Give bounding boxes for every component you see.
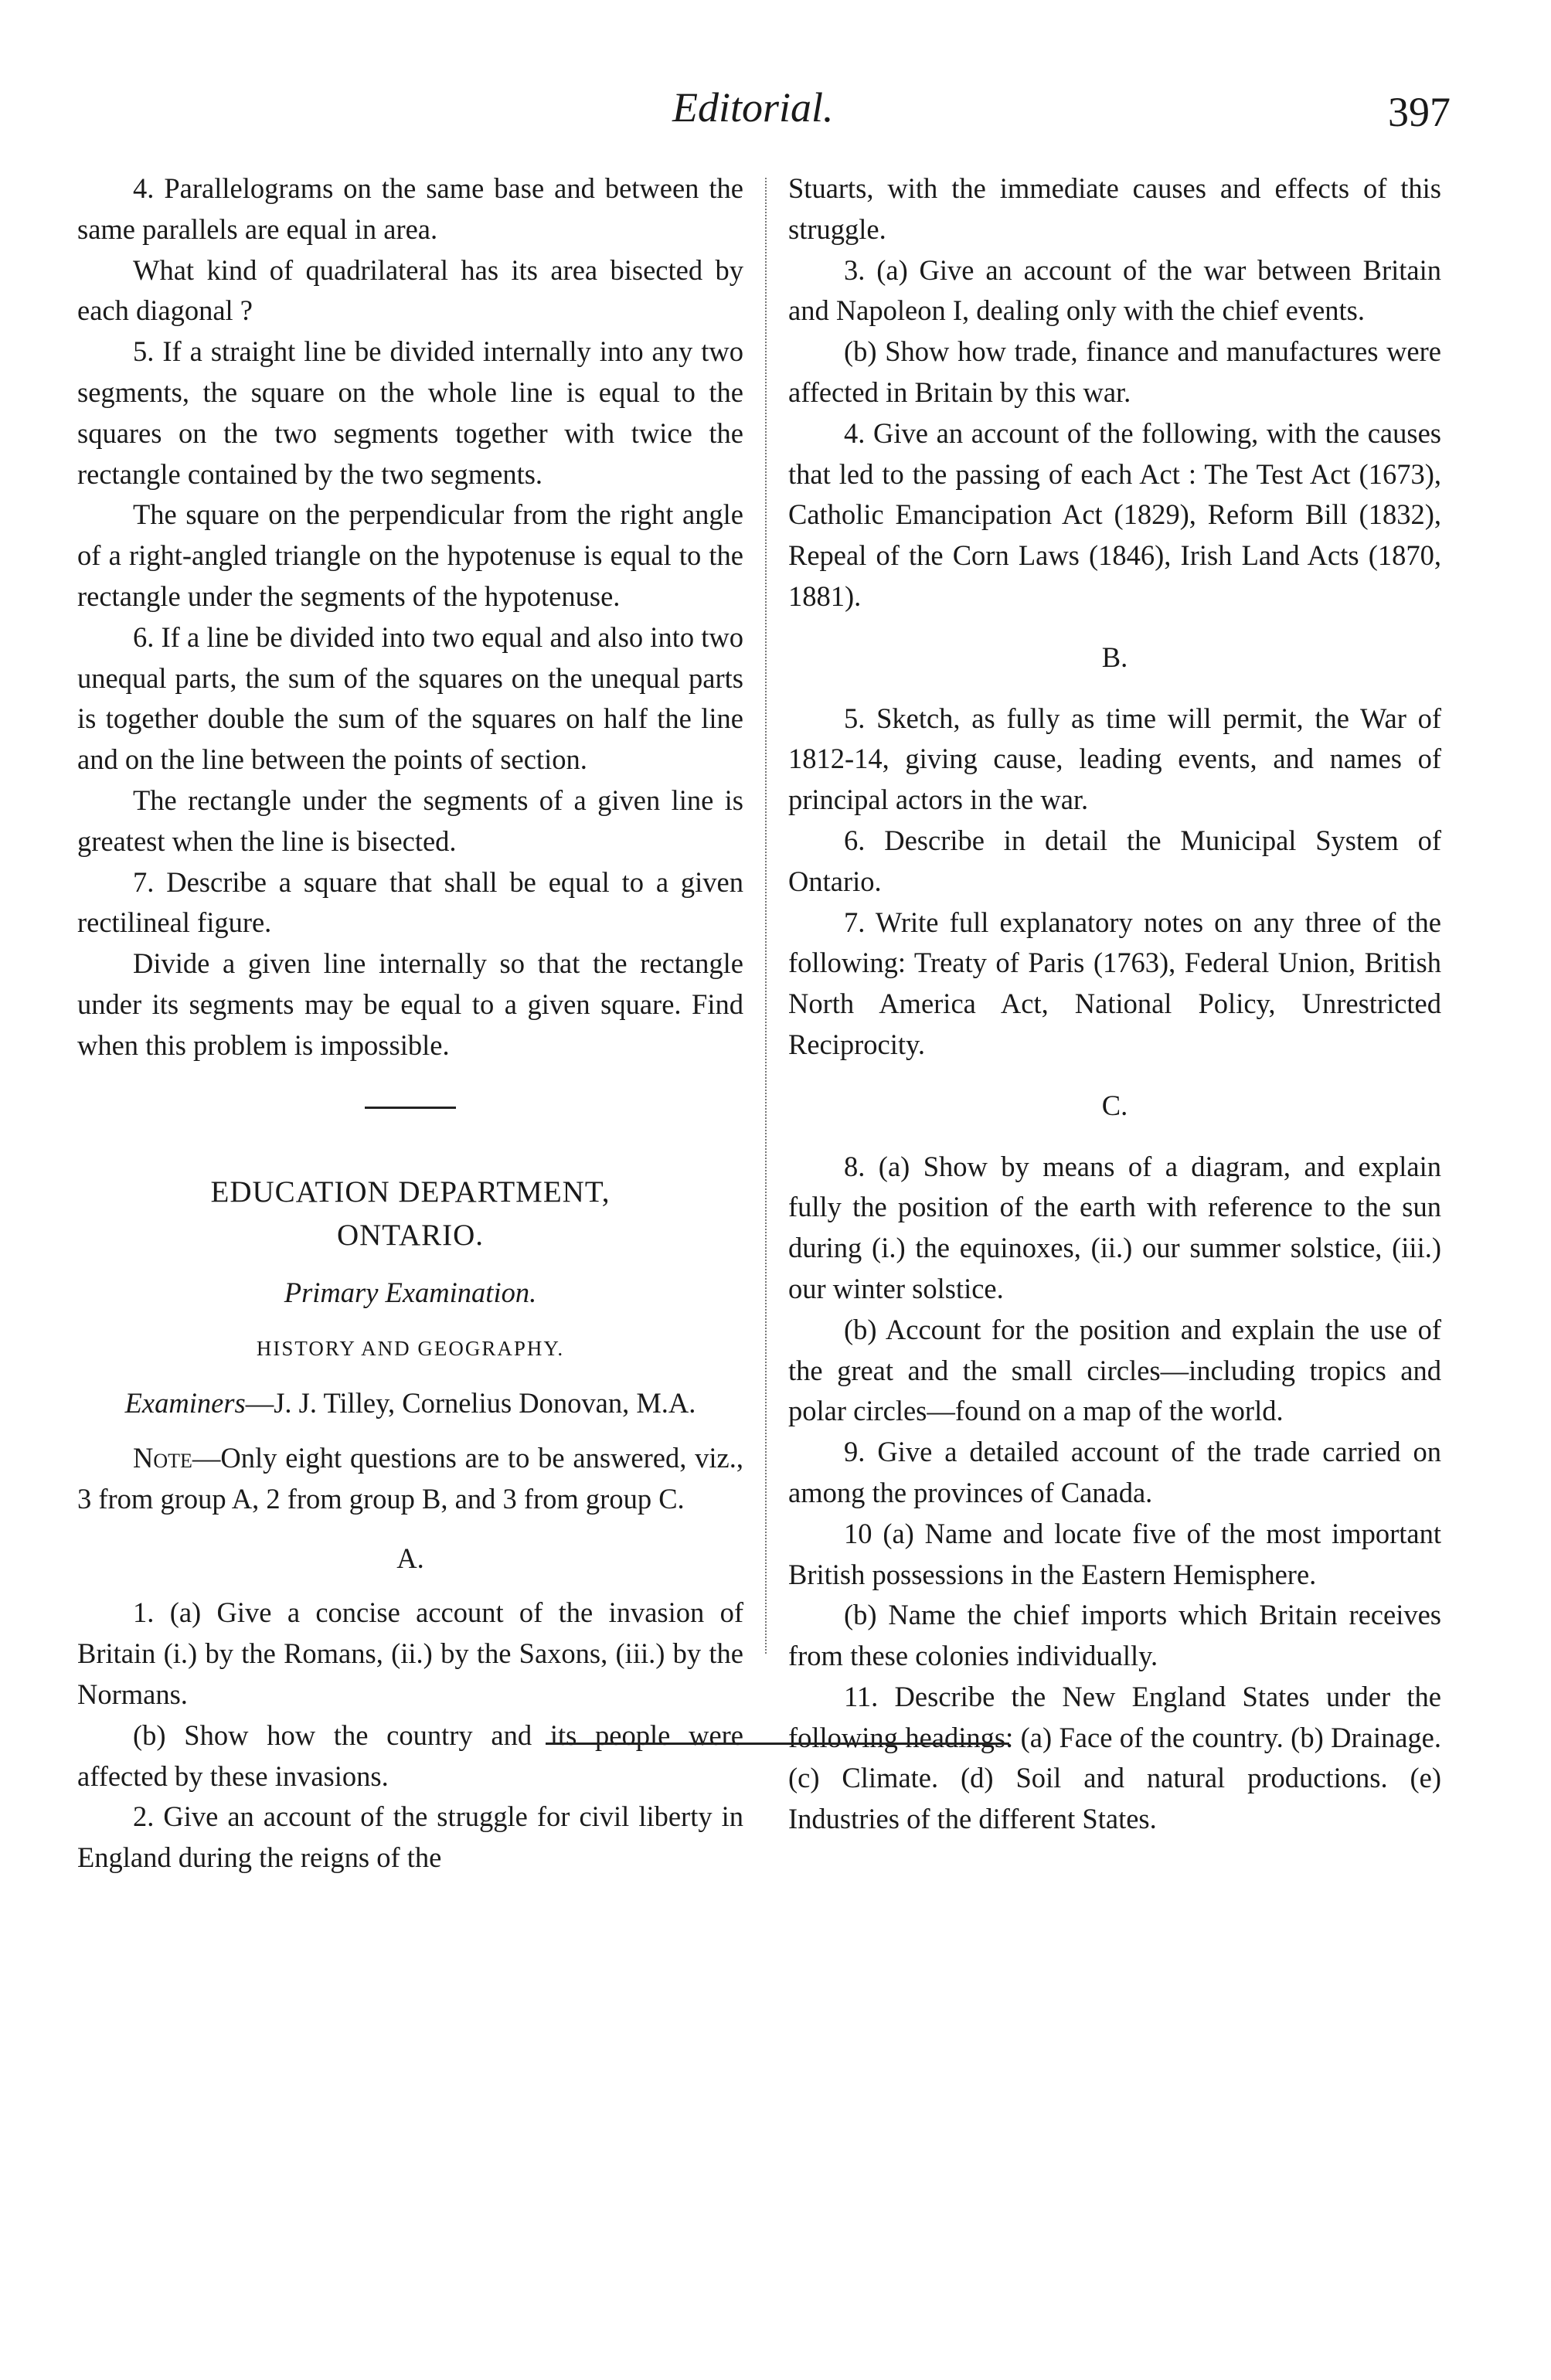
note-text: —Only eight questions are to be answered, viz., 3 from group A, 2 from group B, and 3 from group C.	[77, 1441, 743, 1515]
column-divider	[765, 178, 767, 1654]
question-a2: 2. Give an account of the struggle for civil liberty in England during the reigns of the	[77, 1800, 743, 1874]
group-b-heading: B.	[1101, 641, 1128, 673]
page-header	[0, 83, 1551, 145]
question-b7: 7. Write full explanatory notes on any three of the following: Treaty of Paris (1763), Federal Union, British North America Act, National Policy, Unrestricted Reciprocity.	[788, 906, 1441, 1060]
question-c11: 11. Describe the New England States under the following headings: (a) Face of the country. (b) Drainage. (c) Climate. (d) Soil and natural productions. (e) Industries of the different States.	[788, 1680, 1441, 1835]
question-7-part-b: Divide a given line internally so that the rectangle under its segments may be equal to a given square. Find when this problem is impossible.	[77, 947, 743, 1061]
note-label: Note	[133, 1441, 192, 1474]
group-a-heading: A.	[396, 1542, 424, 1574]
page-end-rule	[546, 1742, 1009, 1745]
question-c10: 10 (a) Name and locate five of the most important British possessions in the Eastern Hemisphere.	[788, 1517, 1441, 1590]
department-heading-line2: ONTARIO.	[336, 1218, 485, 1252]
question-a4: 4. Give an account of the following, with the causes that led to the passing of each Act : The Test Act (1673), Catholic Emancipation Act (1829), Reform Bill (1832), Repeal of the Corn Laws (1846), Irish Land Acts (1870, 1881).	[788, 416, 1441, 612]
question-c9: 9. Give a detailed account of the trade carried on among the provinces of Canada.	[788, 1436, 1441, 1508]
question-c10-part-b: (b) Name the chief imports which Britain receives from these colonies individually.	[788, 1599, 1441, 1672]
question-c8-part-b: (b) Account for the position and explain the use of the great and the small circles—including tropics and polar circles—found on a map of the world.	[788, 1313, 1441, 1427]
question-a1-part-b: (b) Show how the country and its people were affected by these invasions.	[77, 1719, 743, 1792]
running-title: Editorial.	[672, 84, 834, 131]
question-4-part-b: What kind of quadrilateral has its area bisected by each diagonal ?	[77, 253, 743, 327]
exam-note	[77, 1438, 743, 1520]
examiners-label: Examiners	[124, 1387, 246, 1420]
question-a2-continued: Stuarts, with the immediate causes and effects of this struggle.	[788, 172, 1441, 245]
question-7: 7. Describe a square that shall be equal to a given rectilineal figure.	[77, 865, 743, 939]
question-4: 4. Parallelograms on the same base and between the same parallels are equal in area.	[77, 172, 743, 245]
question-5-part-b: The square on the perpendicular from the right angle of a right-angled triangle on the hypotenuse is equal to the rectangle under the segments of the hypotenuse.	[77, 498, 743, 612]
question-6-part-b: The rectangle under the segments of a given line is greatest when the line is bisected.	[77, 784, 743, 857]
left-column	[77, 168, 743, 1878]
right-column	[788, 168, 1441, 1840]
section-divider	[365, 1107, 456, 1109]
group-c-heading: C.	[1101, 1089, 1128, 1121]
page-number: 397	[1388, 89, 1451, 135]
question-c8: 8. (a) Show by means of a diagram, and explain fully the position of the earth with reference to the sun during (i.) the equinoxes, (ii.) our summer solstice, (iii.) our winter solstice.	[788, 1150, 1441, 1304]
question-a3: 3. (a) Give an account of the war between Britain and Napoleon I, dealing only with the chief events.	[788, 253, 1441, 327]
question-6: 6. If a line be divided into two equal and also into two unequal parts, the sum of the squares on the unequal parts is together double the sum of the squares on half the line and on the line between the points of section.	[77, 620, 743, 776]
question-b5: 5. Sketch, as fully as time will permit, the War of 1812-14, giving cause, leading events, and names of principal actors in the war.	[788, 702, 1441, 816]
question-a1: 1. (a) Give a concise account of the invasion of Britain (i.) by the Romans, (ii.) by the Saxons, (iii.) by the Normans.	[77, 1596, 743, 1710]
question-a3-part-b: (b) Show how trade, finance and manufactures were affected in Britain by this war.	[788, 335, 1441, 408]
examiners-names: —J. J. Tilley, Cornelius Donovan, M.A.	[245, 1387, 696, 1420]
question-5: 5. If a straight line be divided internally into any two segments, the square on the whole line is equal to the squares on the two segments together with twice the rectangle contained by the two segments.	[77, 335, 743, 490]
exam-subject: HISTORY AND GEOGRAPHY.	[256, 1337, 565, 1361]
question-b6: 6. Describe in detail the Municipal System of Ontario.	[788, 824, 1441, 897]
department-heading-line1: EDUCATION DEPARTMENT,	[210, 1175, 611, 1209]
exam-title: Primary Examination.	[284, 1276, 537, 1308]
examiners-line	[77, 1383, 743, 1424]
